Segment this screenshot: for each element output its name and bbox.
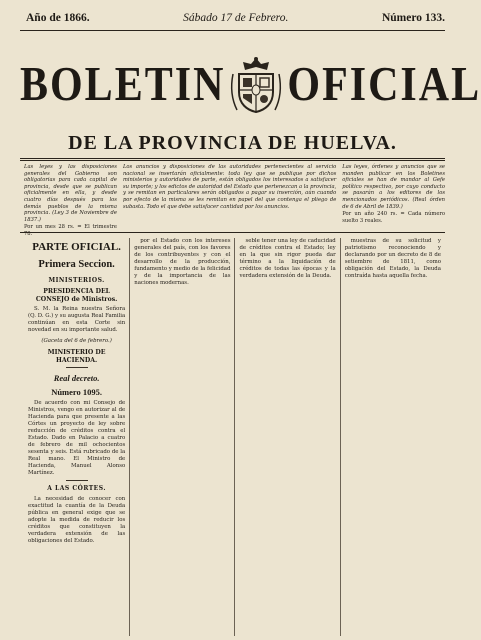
body-columns bbox=[24, 238, 445, 636]
column-3 bbox=[234, 238, 339, 636]
section-heading-primera-seccion: Primera Seccion. bbox=[38, 259, 115, 270]
cortes-paragraph: La necesidad de conocer con exactitud la cuantía de la Deuda pública en general exige que se adopte la medida de reducir los créditos que constituyen la verdadera extensión de las obligaciones del Estado. bbox=[28, 496, 126, 544]
masthead-left-word: BOLETIN bbox=[20, 58, 226, 112]
divider bbox=[66, 367, 88, 368]
notice-center bbox=[123, 164, 336, 226]
heading-real-decreto: Real decreto. bbox=[53, 373, 100, 383]
heading-presidencia: PRESIDENCIA DEL CONSEJO de Ministros. bbox=[35, 288, 118, 303]
column-4 bbox=[340, 238, 445, 636]
notice-center-text: Los anuncios y disposiciones de las autoridades pertenecientes al servicio nacional se insertarán oficialmente: toda ley que se publique por dichos ministerios y autoridades de parte, están obligados los interesados a satisfacer su importe; y los edictos de autoridad del Estado que pertenezcan a la provincia, y se remitan en particulares serán obligados a pagar su inserción, aún cuando por efecto de la misma se les remitan en papel del que contenga el pliego de subasta. Todo el que debe satisfacer cantidad por los anuncios. bbox=[122, 164, 337, 210]
issue-date: Sábado 17 de Febrero. bbox=[183, 12, 289, 24]
column-4-paragraph: muestras de su solicitud y patriotismo reconociendo y declarando por un decreto de 8 de setiembre de 1811, como obligación del Estado, la Deuda contraída hasta aquella fecha. bbox=[344, 238, 441, 279]
issue-number: Número 133. bbox=[381, 12, 445, 24]
notice-right-price: Por un año 240 rs. = Cada número suelto 3 reales. bbox=[342, 211, 445, 224]
publication-notices bbox=[24, 164, 445, 237]
notice-left-text: Las leyes y las disposiciones generales del Gobierno son obligatorias para cada capital de provincia, desde que se publican oficialmente en ella, y desde cuatro días después para los demás pueblos de la misma provincia. (Ley 3 de Noviembre de 1837.) bbox=[24, 164, 117, 223]
column-2-paragraph: por el Estado con los intereses generales del país, con los favores de los contribuyentes y con el desarrollo de la producción, fundamento y medio de la felicidad y de la importancia de las naciones modernas. bbox=[134, 238, 231, 286]
heading-ministerios: MINISTERIOS. bbox=[48, 277, 105, 284]
decree-paragraph: De acuerdo con mi Consejo de Ministros, vengo en autorizar al de Hacienda para que presente a las Córtes un proyecto de ley sobre reducción de créditos contra el Estado. Dado en Palacio a cuatro de febrero de mil ochocientos sesenta y seis. Está rubricado de la Real mano. El Ministro de Hacienda, Manuel Alonso Martínez. bbox=[28, 400, 126, 476]
gaceta-reference: (Gaceta del 6 de febrero.) bbox=[41, 338, 112, 344]
subtitle-rule bbox=[20, 158, 445, 161]
issue-year: Año de 1866. bbox=[26, 12, 90, 24]
column-1 bbox=[24, 238, 129, 636]
heading-a-las-cortes: A LAS CÓRTES. bbox=[47, 485, 106, 492]
heading-ministerio-hacienda: MINISTERIO DE HACIENDA. bbox=[47, 349, 106, 364]
royal-coat-of-arms-icon bbox=[225, 54, 287, 116]
presidencia-paragraph: S. M. la Reina nuestra Señora (Q. D. G.) y su augusta Real Familia continúan en esta Corte sin novedad en su importante salud. bbox=[28, 306, 126, 333]
notice-right bbox=[342, 164, 445, 226]
notice-left bbox=[24, 164, 117, 237]
section-heading-parte-oficial: PARTE OFICIAL. bbox=[32, 241, 121, 253]
dateline bbox=[26, 10, 445, 26]
notices-rule bbox=[20, 232, 445, 233]
masthead-right-word: OFICIAL bbox=[287, 58, 481, 112]
divider bbox=[66, 480, 88, 481]
masthead bbox=[20, 54, 481, 116]
column-3-paragraph: seble tener una ley de caducidad de créditos contra el Estado; ley en la que sin rigor pueda dar término a la liquidación de créditos de todas las épocas y la verdadera extensión de la Deuda. bbox=[239, 238, 336, 279]
masthead-subtitle: DE LA PROVINCIA DE HUELVA. bbox=[68, 132, 397, 154]
decree-number: Número 1095. bbox=[51, 387, 103, 397]
notice-left-price: Por un mes 28 rs. = El trimestre 78. bbox=[24, 224, 117, 237]
notice-right-text: Las leyes, órdenes y anuncios que se manden publicar en los Boletines oficiales se han de mandar al Gefe político respectivo, por cuyo conducto se pasarán a los editores de los mencionados periódicos. (Real órden de 6 de Abril de 1839.) bbox=[342, 164, 445, 210]
header-rule bbox=[20, 30, 445, 31]
column-2 bbox=[129, 238, 234, 636]
